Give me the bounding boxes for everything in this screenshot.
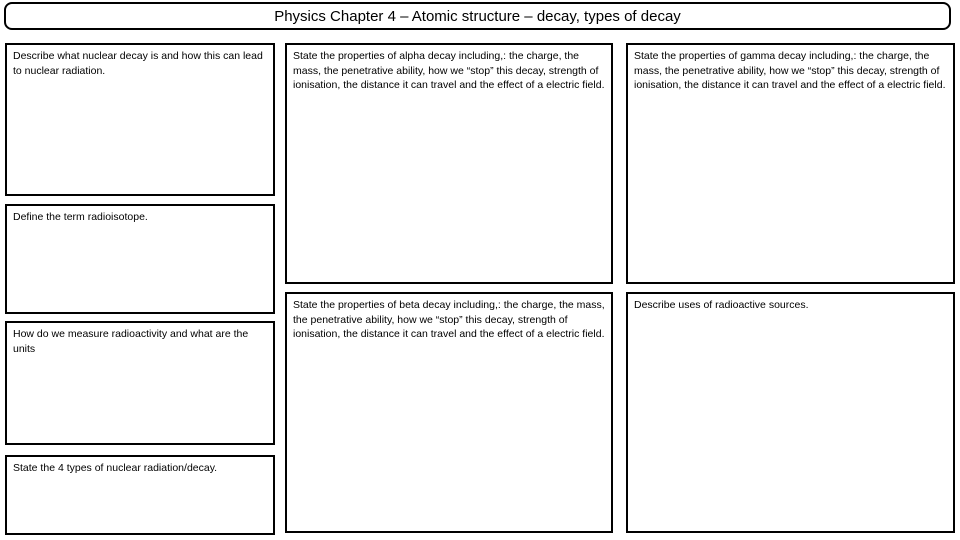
answer-box-radioisotope[interactable]: [5, 204, 275, 314]
prompt-types-of-radiation: State the 4 types of nuclear radiation/decay.: [13, 462, 218, 474]
answer-box-alpha-decay[interactable]: [285, 43, 613, 284]
answer-box-gamma-decay[interactable]: [626, 43, 955, 284]
page-title-text: Physics Chapter 4 – Atomic structure – decay, types of decay: [274, 7, 681, 25]
prompt-radioisotope: Define the term radioisotope.: [13, 211, 148, 223]
prompt-alpha-decay: State the properties of alpha decay including,: the charge, the mass, the penetrative ability, how we “stop” this decay, strength of ionisation, the distance it can travel and the effect of a electric field.: [293, 50, 605, 91]
prompt-nuclear-decay: Describe what nuclear decay is and how this can lead to nuclear radiation.: [13, 50, 263, 77]
page-title: [4, 2, 951, 30]
prompt-beta-decay: State the properties of beta decay including,: the charge, the mass, the penetrative ability, how we “stop” this decay, strength of ionisation, the distance it can travel and the effect of a electric field.: [293, 299, 605, 340]
answer-box-nuclear-decay[interactable]: [5, 43, 275, 196]
answer-box-beta-decay[interactable]: [285, 292, 613, 533]
answer-box-types-of-radiation[interactable]: [5, 455, 275, 535]
answer-box-uses-of-sources[interactable]: [626, 292, 955, 533]
answer-box-measure-radioactivity[interactable]: [5, 321, 275, 445]
prompt-gamma-decay: State the properties of gamma decay including,: the charge, the mass, the penetrative ability, how we “stop” this decay, strength of ionisation, the distance it can travel and the effect of a electric field.: [634, 50, 946, 91]
prompt-measure-radioactivity: How do we measure radioactivity and what are the units: [13, 328, 249, 355]
prompt-uses-of-sources: Describe uses of radioactive sources.: [634, 299, 809, 311]
